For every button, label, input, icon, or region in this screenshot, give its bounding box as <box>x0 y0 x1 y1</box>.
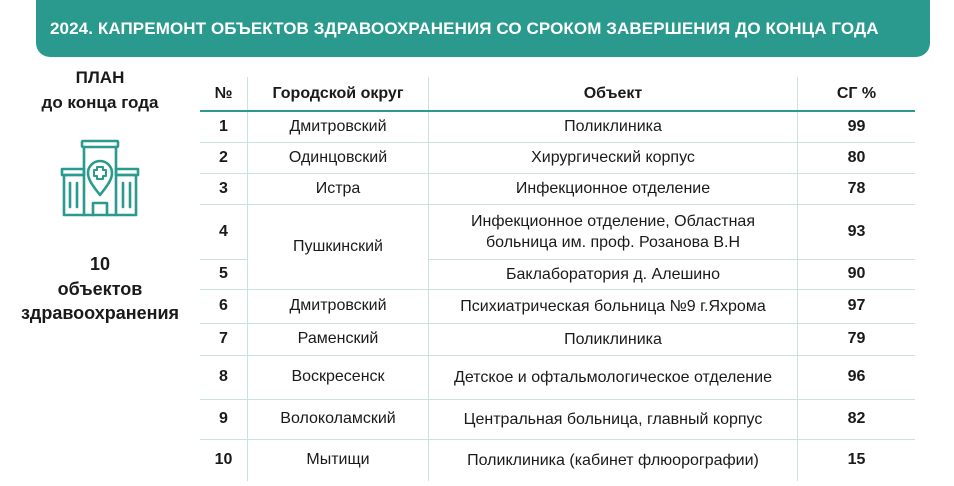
cell-num: 9 <box>200 399 248 439</box>
table-row <box>200 204 915 259</box>
cell-district: Дмитровский <box>248 289 429 323</box>
cell-sg: 90 <box>798 259 916 289</box>
column-header-num: № <box>200 77 248 111</box>
cell-district: Истра <box>248 173 429 204</box>
hospital-icon <box>58 139 142 219</box>
cell-object: Хирургический корпус <box>429 142 798 173</box>
cell-num: 6 <box>200 289 248 323</box>
cell-object: Поликлиника <box>429 111 798 142</box>
cell-sg: 78 <box>798 173 916 204</box>
page-header <box>36 0 930 57</box>
cell-num: 5 <box>200 259 248 289</box>
cell-district: Мытищи <box>248 439 429 481</box>
cell-sg: 93 <box>798 204 916 259</box>
table-row <box>200 439 915 481</box>
cell-sg: 79 <box>798 323 916 355</box>
cell-num: 3 <box>200 173 248 204</box>
objects-count-label-2: здравоохранения <box>20 303 180 323</box>
cell-sg: 96 <box>798 355 916 399</box>
cell-district: Пушкинский <box>248 204 429 289</box>
cell-num: 7 <box>200 323 248 355</box>
cell-sg: 99 <box>798 111 916 142</box>
table-row <box>200 173 915 204</box>
cell-object: Центральная больница, главный корпус <box>429 399 798 439</box>
cell-district: Одинцовский <box>248 142 429 173</box>
table-row <box>200 289 915 323</box>
page-title: 2024. КАПРЕМОНТ ОБЪЕКТОВ ЗДРАВООХРАНЕНИЯ СО СРОКОМ ЗАВЕРШЕНИЯ ДО КОНЦА ГОДА <box>50 18 879 38</box>
column-header-object: Объект <box>429 77 798 111</box>
objects-table <box>200 77 915 481</box>
cell-object <box>429 204 798 259</box>
table-header-row <box>200 77 915 111</box>
cell-object: Поликлиника (кабинет флюорографии) <box>429 439 798 481</box>
cell-num: 4 <box>200 204 248 259</box>
column-header-sg: СГ % <box>798 77 916 111</box>
table-row <box>200 399 915 439</box>
cell-object: Детское и офтальмологическое отделение <box>429 355 798 399</box>
cell-sg: 82 <box>798 399 916 439</box>
cell-district: Воскресенск <box>248 355 429 399</box>
plan-title: ПЛАН <box>75 68 125 87</box>
cell-sg: 15 <box>798 439 916 481</box>
column-header-district: Городской округ <box>248 77 429 111</box>
objects-count: 10 <box>89 254 111 274</box>
table-row <box>200 142 915 173</box>
cell-object-line: Инфекционное отделение, Областная <box>470 212 755 230</box>
cell-num: 8 <box>200 355 248 399</box>
cell-sg: 97 <box>798 289 916 323</box>
cell-district: Раменский <box>248 323 429 355</box>
table-row <box>200 323 915 355</box>
plan-panel <box>0 62 200 482</box>
cell-object: Инфекционное отделение <box>429 173 798 204</box>
cell-num: 1 <box>200 111 248 142</box>
cell-num: 10 <box>214 451 233 469</box>
table-row <box>200 355 915 399</box>
objects-count-label: объектов <box>57 279 143 299</box>
cell-district: Дмитровский <box>248 111 429 142</box>
cell-object: Психиатрическая больница №9 г.Яхрома <box>429 289 798 323</box>
cell-sg: 80 <box>798 142 916 173</box>
cell-object-line: больница им. проф. Розанова В.Н <box>486 233 740 251</box>
cell-num: 2 <box>200 142 248 173</box>
cell-object: Баклаборатория д. Алешино <box>429 259 798 289</box>
cell-object: Поликлиника <box>429 323 798 355</box>
plan-subtitle: до конца года <box>41 93 159 112</box>
table-row <box>200 111 915 142</box>
cell-district: Волоколамский <box>248 399 429 439</box>
